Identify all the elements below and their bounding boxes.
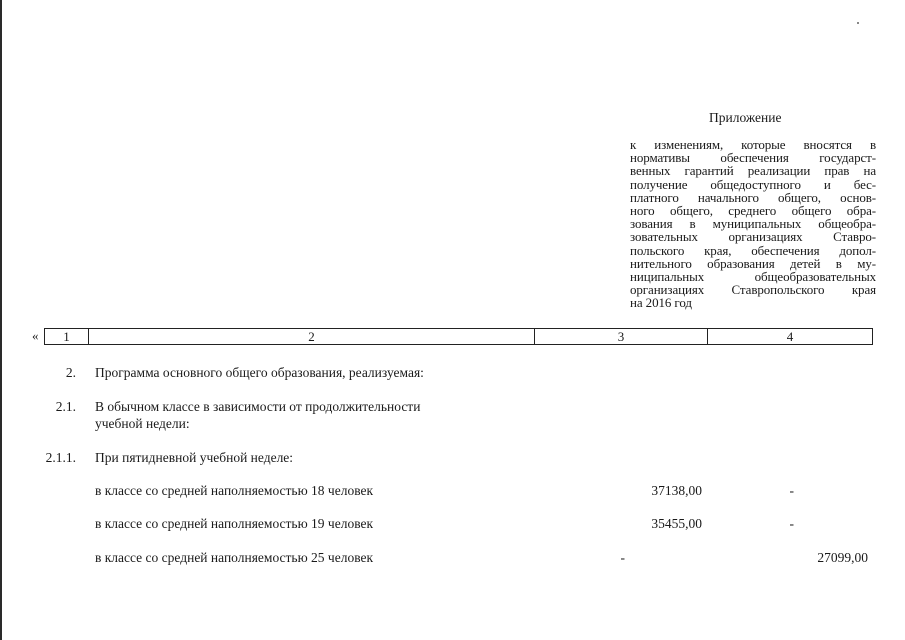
appendix-description-line: на 2016 год — [630, 295, 692, 311]
row-label: в классе со средней наполняемостью 25 человек — [95, 550, 374, 565]
appendix-description-line: платного начального общего, основ- — [630, 189, 876, 205]
appendix-description-line: зовательных организациях Ставро- — [630, 229, 876, 245]
row-label: в классе со средней наполняемостью 19 человек — [95, 516, 374, 531]
opening-quote: « — [32, 328, 39, 343]
column-number-cell: 1 — [45, 329, 89, 344]
column-number-header — [44, 328, 873, 345]
appendix-description-line: ного общего, среднего общего обра- — [630, 203, 876, 219]
row-label: в классе со средней наполняемостью 18 человек — [95, 483, 374, 498]
appendix-title: Приложение — [709, 110, 782, 125]
appendix-description-line: венных гарантий реализации прав на — [630, 163, 876, 179]
row-number: 2.1.1. — [45, 450, 76, 465]
row-number: 2. — [65, 365, 76, 380]
row-value-col4: - — [789, 516, 794, 531]
appendix-description-line: ниципальных общеобразовательных — [630, 269, 876, 285]
row-label: Программа основного общего образования, реализуемая: — [95, 365, 424, 380]
appendix-description-line: нительного образования детей в му- — [630, 255, 876, 271]
row-label: В обычном классе в зависимости от продолжительности — [95, 399, 421, 414]
appendix-description-line: польского края, обеспечения допол- — [630, 242, 876, 258]
appendix-description-line: нормативы обеспечения государст- — [630, 150, 876, 166]
appendix-description-line: к изменениям, которые вносятся в — [630, 137, 876, 152]
appendix-description-line: получение общедоступного и бес- — [630, 176, 876, 192]
row-value-col4: - — [789, 483, 794, 498]
column-number-cell: 3 — [535, 329, 708, 344]
appendix-description — [630, 138, 876, 310]
column-number-cell: 4 — [786, 329, 794, 344]
row-value-col3: - — [620, 550, 625, 565]
row-value-col3: 37138,00 — [651, 483, 702, 498]
appendix-description-line: зования в муниципальных общеобра- — [630, 216, 876, 232]
row-value-col3: 35455,00 — [651, 516, 702, 531]
scan-speck — [857, 22, 859, 24]
row-value-col4: 27099,00 — [817, 550, 868, 565]
row-number: 2.1. — [55, 399, 76, 414]
row-label: При пятидневной учебной неделе: — [95, 450, 294, 465]
page-left-border — [0, 0, 2, 640]
appendix-description-line: организациях Ставропольского края — [630, 282, 876, 298]
column-number-cell: 2 — [89, 329, 535, 344]
row-label-continuation: учебной недели: — [95, 416, 190, 431]
